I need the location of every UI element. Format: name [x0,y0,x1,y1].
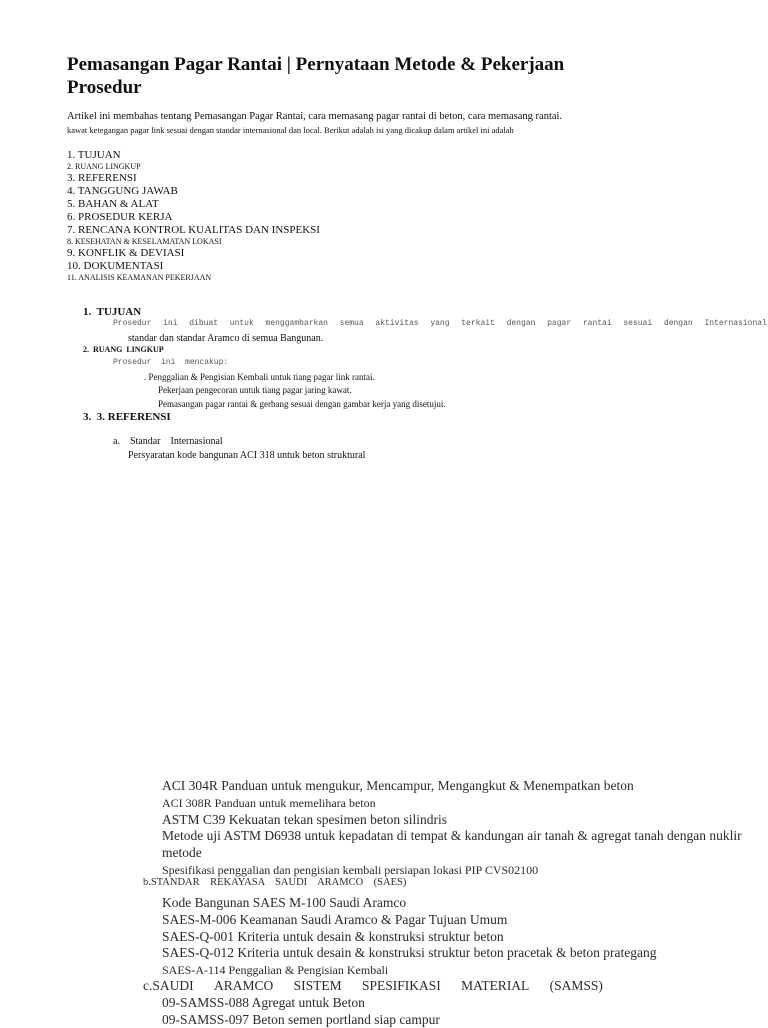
table-of-contents [67,149,320,283]
scanned-heading-b: b.STANDAR REKAYASA SAUDI ARAMCO (SAES) [143,877,406,888]
toc-item: 9. KONFLIK & DEVIASI [67,247,320,260]
section-1-word: dengan [507,319,536,328]
reference-item: 09-SAMSS-088 Agregat untuk Beton [162,995,440,1012]
section-1-word: rantai [583,319,612,328]
reference-item: SAES-Q-001 Kriteria untuk desain & konstruksi struktur beton [162,929,657,946]
section-3-reference-a1: Persyaratan kode bangunan ACI 318 untuk beton struktural [128,450,365,461]
section-1-word: Prosedur [113,319,151,328]
scanned-heading-c-word: SISTEM [294,978,342,994]
intro-line-2: kawat ketegangan pagar link sesuai dengan standar internasional dan local. Berikut adalah isi yang dicakup dalam artikel ini adalah [67,125,514,135]
reference-item: SAES-A-114 Penggalian & Pengisian Kembali [162,962,657,979]
toc-item: 6. PROSEDUR KERJA [67,211,320,224]
scanned-references-c [162,995,440,1028]
section-2-heading: 2. RUANG LINGKUP [83,345,164,354]
scanned-heading-c-word: (SAMSS) [550,978,603,994]
reference-item: Kode Bangunan SAES M-100 Saudi Aramco [162,895,657,912]
reference-item: SAES-M-006 Keamanan Saudi Aramco & Pagar Tujuan Umum [162,912,657,929]
section-1-word: untuk [230,319,254,328]
section-1-word: terkait [461,319,495,328]
scanned-references-a [162,778,742,879]
section-1-word: dengan [664,319,693,328]
section-2-item-3: Pemasangan pagar rantai & gerbang sesuai dengan gambar kerja yang disetujui. [158,399,446,409]
intro-line-1: Artikel ini membahas tentang Pemasangan Pagar Rantai, cara memasang pagar rantai di beton, cara memasang rantai. [67,111,562,122]
section-2-intro: Prosedur ini mencakup: [113,358,228,367]
scanned-references-b [162,895,657,979]
section-1-heading [83,306,141,318]
toc-item: 3. REFERENSI [67,172,320,185]
reference-item: ACI 304R Panduan untuk mengukur, Mencampur, Mengangkut & Menempatkan beton [162,778,742,795]
section-1-word: semua [340,319,364,328]
section-1-word: aktivitas [375,319,418,328]
toc-item: 4. TANGGUNG JAWAB [67,185,320,198]
section-1-word: dibuat [189,319,218,328]
section-3-heading: 3. 3. REFERENSI [83,411,171,423]
section-1-text-line-2: standar dan standar Aramco di semua Bangunan. [128,333,323,344]
reference-item: 09-SAMSS-097 Beton semen portland siap campur [162,1012,440,1028]
section-2-item-1: . Penggalian & Pengisian Kembali untuk tiang pagar link rantai. [144,372,375,382]
section-2-item-2: Pekerjaan pengecoran untuk tiang pagar jaring kawat. [158,385,352,395]
toc-item: 7. RENCANA KONTROL KUALITAS DAN INSPEKSI [67,224,320,237]
reference-item: ACI 308R Panduan untuk memelihara beton [162,795,742,812]
reference-item: Metode uji ASTM D6938 untuk kepadatan di tempat & kandungan air tanah & agregat tanah dengan nuklir [162,828,742,845]
page-title: Pemasangan Pagar Rantai | Pernyataan Metode & Pekerjaan Prosedur [67,53,627,99]
section-1-word: Internasional [704,319,766,328]
section-1-word: yang [430,319,449,328]
scanned-heading-c-word: SPESIFIKASI [362,978,441,994]
toc-item: 11. ANALISIS KEAMANAN PEKERJAAN [67,273,320,283]
reference-item: ASTM C39 Kekuatan tekan spesimen beton silindris [162,812,742,829]
reference-item: SAES-Q-012 Kriteria untuk desain & konstruksi struktur beton pracetak & beton prategang [162,945,657,962]
reference-item: Spesifikasi penggalian dan pengisian kembali persiapan lokasi PIP CVS02100 [162,862,742,879]
section-1-title: TUJUAN [97,306,142,318]
scanned-heading-c [143,978,603,994]
toc-item: 2. RUANG LINGKUP [67,162,320,172]
section-3-subheading-a: a. Standar Internasional [113,436,223,447]
reference-item: metode [162,845,742,862]
section-1-word: ini [163,319,177,328]
section-1-text-line-1 [113,319,767,328]
toc-item: 10. DOKUMENTASI [67,260,320,273]
scanned-heading-c-word: c.SAUDI [143,978,194,994]
scanned-heading-c-word: MATERIAL [461,978,529,994]
section-1-number: 1. [83,306,91,318]
section-1-word: menggambarkan [266,319,328,328]
scanned-heading-c-word: ARAMCO [214,978,273,994]
toc-item: 8. KESEHATAN & KESELAMATAN LOKASI [67,237,320,247]
toc-item: 5. BAHAN & ALAT [67,198,320,211]
section-1-word: pagar [547,319,571,328]
toc-item: 1. TUJUAN [67,149,320,162]
section-1-word: sesuai [623,319,652,328]
